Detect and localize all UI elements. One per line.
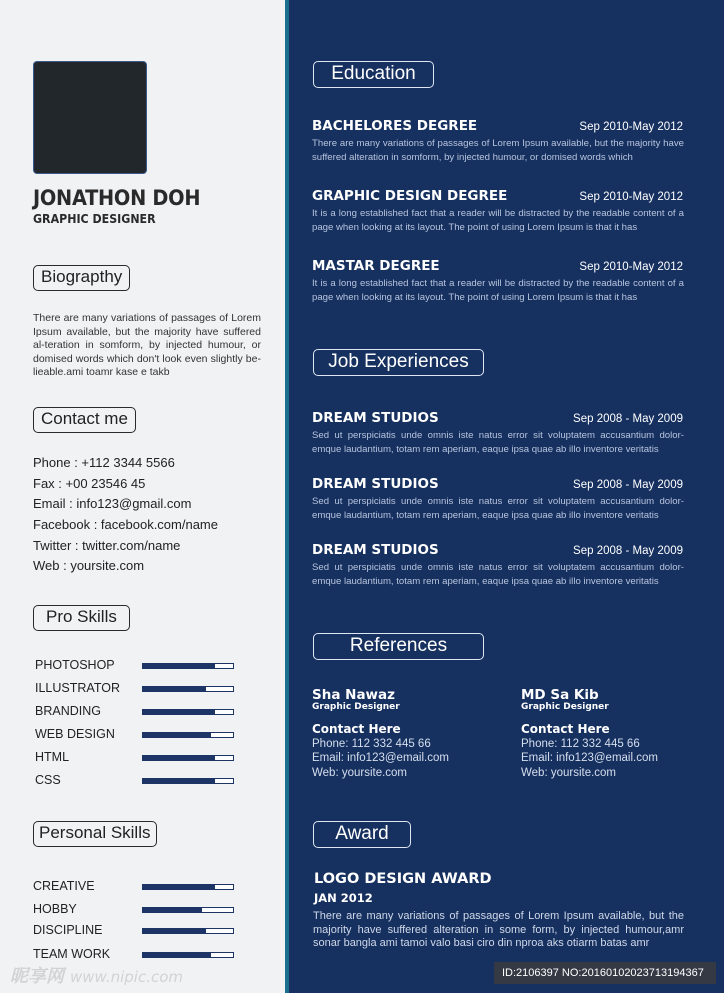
job-desc: Sed ut perspiciatis unde omnis iste natus error sit voluptatem accusantium dolor-emque laudantium, totam rem aperiam, eaque ipsa quae ab illo inventore veritatis [312,562,684,587]
job-date: Sep 2008 - May 2009 [573,545,683,557]
education-title: GRAPHIC DESIGN DEGREE [312,188,508,204]
job-date: Sep 2008 - May 2009 [573,479,683,491]
skill-bar [142,732,234,738]
skill-row [33,678,243,698]
award-title: LOGO DESIGN AWARD [314,871,492,887]
reference-contact-label: Contact Here [521,722,610,736]
education-title: BACHELORES DEGREE [312,118,478,134]
education-desc: It is a long established fact that a reader will be distracted by the readable content of a page when looking at its layout. The point of using Lorem Ipsum is that it has [312,278,684,303]
personal-skills-heading: Personal Skills [33,821,157,847]
skill-bar-fill [143,929,206,933]
skill-bar [142,755,234,761]
skill-row [33,747,243,767]
skill-row [33,920,243,940]
profile-photo [33,61,147,174]
skill-label: ILLUSTRATOR [35,681,120,695]
job-title: DREAM STUDIOS [312,542,439,558]
reference-name: Sha Nawaz [312,687,395,703]
skill-bar-fill [143,756,215,760]
contact-fax: Fax : +00 23546 45 [33,475,146,491]
education-date: Sep 2010-May 2012 [579,121,683,133]
contact-web[interactable]: Web : yoursite.com [33,558,145,574]
reference-role: Graphic Designer [312,702,400,712]
skill-row [33,944,243,964]
skill-row [33,899,243,919]
skill-row [33,655,243,675]
contact-twitter[interactable]: Twitter : twitter.com/name [33,537,181,553]
references-heading: References [313,633,484,660]
skill-bar-fill [143,687,206,691]
reference-role: Graphic Designer [521,702,609,712]
watermark-id: ID:2106397 NO:20160102023713194367 [494,962,716,984]
skill-label: BRANDING [35,704,101,718]
skill-bar [142,884,234,890]
job-desc: Sed ut perspiciatis unde omnis iste natus error sit voluptatem accusantium dolor-emque laudantium, totam rem aperiam, eaque ipsa quae ab illo inventore veritatis [312,496,684,521]
skill-bar-fill [143,908,202,912]
profile-role: GRAPHIC DESIGNER [33,212,156,226]
reference-web[interactable]: Web: yoursite.com [521,767,617,779]
education-date: Sep 2010-May 2012 [579,261,683,273]
reference-name: MD Sa Kib [521,687,599,703]
skill-bar [142,907,234,913]
skill-bar-fill [143,885,215,889]
skill-label: DISCIPLINE [33,923,103,937]
job-title: DREAM STUDIOS [312,410,439,426]
skill-label: HOBBY [33,902,77,916]
jobs-heading: Job Experiences [313,349,484,376]
skill-bar-fill [143,710,215,714]
reference-phone: Phone: 112 332 445 66 [312,738,431,750]
skill-bar [142,686,234,692]
skill-bar [142,778,234,784]
job-date: Sep 2008 - May 2009 [573,413,683,425]
skill-bar-fill [143,733,211,737]
watermark-url: www.nipic.com [70,968,184,986]
skill-bar-fill [143,664,215,668]
contact-heading: Contact me [33,407,136,433]
award-heading: Award [313,821,411,848]
education-desc: It is a long established fact that a reader will be distracted by the readable content of a page when looking at its layout. The point of using Lorem Ipsum is that it has [312,208,684,233]
job-title: DREAM STUDIOS [312,476,439,492]
education-heading: Education [313,61,434,88]
reference-email[interactable]: Email: info123@email.com [521,752,658,764]
pro-skills-heading: Pro Skills [33,605,130,631]
skill-label: PHOTOSHOP [35,658,115,672]
education-desc: There are many variations of passages of Lorem Ipsum available, but the majority have suffered alteration in somform, by injected humour, or domised words which [312,138,684,163]
education-date: Sep 2010-May 2012 [579,191,683,203]
skill-label: CSS [35,773,61,787]
skill-bar-fill [143,779,215,783]
reference-phone: Phone: 112 332 445 66 [521,738,640,750]
skill-row [33,770,243,790]
contact-facebook[interactable]: Facebook : facebook.com/name [33,517,218,533]
job-desc: Sed ut perspiciatis unde omnis iste natus error sit voluptatem accusantium dolor-emque laudantium, totam rem aperiam, eaque ipsa quae ab illo inventore veritatis [312,430,684,455]
skill-bar [142,663,234,669]
skill-bar-fill [143,953,211,957]
education-title: MASTAR DEGREE [312,258,440,274]
award-date: JAN 2012 [314,891,373,905]
reference-contact-label: Contact Here [312,722,401,736]
skill-bar [142,928,234,934]
watermark-brand [10,962,183,988]
biography-text: There are many variations of passages of Lorem Ipsum available, but the majority have suffered al-teration in somform, by injected humour, or domised words which don't look even slightly be-lieable.ami toamr kase e takb [33,312,261,378]
skill-bar [142,709,234,715]
skill-row [33,724,243,744]
reference-email[interactable]: Email: info123@email.com [312,752,449,764]
contact-list [33,453,218,577]
reference-web[interactable]: Web: yoursite.com [312,767,408,779]
skill-label: HTML [35,750,70,764]
contact-phone: Phone : +112 3344 5566 [33,455,175,470]
skill-row [33,876,243,896]
skill-label: WEB DESIGN [35,727,115,741]
profile-name: JONATHON DOH [33,186,201,210]
skill-label: CREATIVE [33,879,95,893]
watermark-brand-text: 昵享网 [10,966,64,987]
contact-email[interactable]: Email : info123@gmail.com [33,496,192,512]
left-column [0,0,285,993]
biography-heading: Biograpthy [33,265,130,291]
skill-bar [142,952,234,958]
award-desc: There are many variations of passages of Lorem Ipsum available, but the majority have suffered alteration in some form, by injected humour,amr sonar bangla ami tamoi valo basi ciro din nproa aks otiarm batas amr [313,910,684,949]
skill-row [33,701,243,721]
skill-label: TEAM WORK [33,947,111,961]
